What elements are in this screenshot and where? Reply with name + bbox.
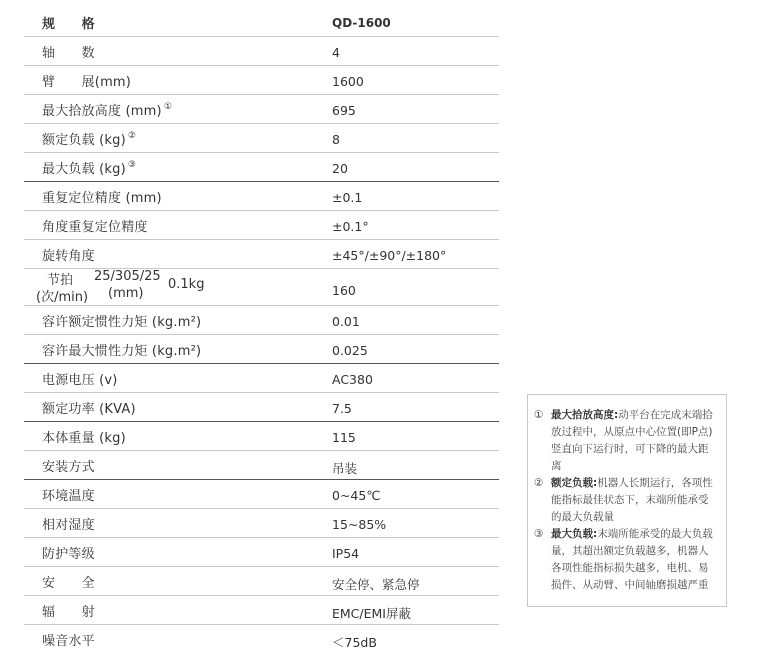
spec-label-text: 额定负载 (kg) — [42, 133, 126, 148]
footnote-num: ② — [534, 477, 544, 489]
spec-label — [42, 630, 95, 649]
spec-label — [42, 485, 95, 504]
spec-label — [42, 456, 95, 475]
spec-row — [24, 37, 499, 66]
spec-label-text: 轴 数 — [42, 46, 95, 61]
spec-row-cycle — [24, 269, 499, 306]
spec-row — [24, 153, 499, 182]
spec-label — [42, 398, 136, 417]
spec-label-text: 旋转角度 — [42, 249, 95, 264]
cycle-load: 0.1kg — [168, 277, 205, 292]
spec-label-text: 最大负载 (kg) — [42, 162, 126, 177]
footnote-num: ① — [534, 409, 544, 421]
footnote-text: 动平台在完成末端拾放过程中，从原点中心位置(即P点)竖直向下运行时，可下降的最大距离 — [551, 409, 713, 472]
notes-box — [527, 394, 727, 607]
spec-value: IP54 — [332, 546, 360, 561]
spec-value: 115 — [332, 430, 356, 445]
spec-value: ±0.1° — [332, 219, 369, 234]
cycle-value: 160 — [332, 283, 356, 298]
spec-row — [24, 182, 499, 211]
spec-row — [24, 596, 499, 625]
spec-label-text: 重复定位精度 (mm) — [42, 191, 162, 206]
footnote-marker: ① — [163, 101, 173, 112]
spec-label — [42, 340, 201, 359]
spec-label — [42, 71, 131, 90]
cycle-label-unit: (次/min) — [36, 290, 89, 305]
spec-value: ±0.1 — [332, 190, 363, 205]
spec-value: 安全停、紧急停 — [332, 577, 420, 592]
footnote-text: 末端所能承受的最大负载量，其超出额定负载越多，机器人各项性能指标损失越多，电机、易损件、从动臂、中间轴磨损越严重 — [551, 528, 713, 591]
spec-value: 4 — [332, 45, 340, 60]
spec-row — [24, 422, 499, 451]
spec-label — [42, 245, 95, 264]
spec-value: 0.01 — [332, 314, 360, 329]
spec-table — [24, 8, 499, 653]
spec-value: 0~45℃ — [332, 488, 381, 503]
footnote-title: 最大负载: — [551, 528, 598, 540]
spec-value: 695 — [332, 103, 356, 118]
spec-row — [24, 66, 499, 95]
spec-label-text: 电源电压 (v) — [42, 373, 118, 388]
spec-label-text: 臂 展(mm) — [42, 75, 132, 90]
spec-value: AC380 — [332, 372, 373, 387]
spec-row — [24, 393, 499, 422]
spec-label-text: 相对湿度 — [42, 518, 95, 533]
spec-rows-group-b — [24, 306, 499, 653]
spec-label — [42, 514, 95, 533]
spec-row — [24, 306, 499, 335]
spec-value: ＜75dB — [332, 635, 377, 650]
spec-value: 吊装 — [332, 461, 358, 476]
spec-value: ±45°/±90°/±180° — [332, 248, 447, 263]
spec-label — [42, 369, 118, 388]
spec-label-text: 本体重量 (kg) — [42, 431, 126, 446]
spec-label-text: 额定功率 (KVA) — [42, 402, 136, 417]
spec-value: 20 — [332, 161, 348, 176]
spec-label-text: 环境温度 — [42, 489, 95, 504]
spec-value: 0.025 — [332, 343, 368, 358]
spec-value: 8 — [332, 132, 340, 147]
spec-label-text: 最大拾放高度 (mm) — [42, 104, 162, 119]
cycle-distance-unit: (mm) — [108, 286, 144, 301]
footnote-marker: ② — [127, 130, 137, 141]
footnote-title: 最大拾放高度: — [551, 409, 619, 421]
cycle-label-top: 节拍 — [47, 273, 74, 288]
spec-row — [24, 567, 499, 596]
footnote-item — [534, 526, 718, 594]
spec-value: 15~85% — [332, 517, 387, 532]
spec-value: EMC/EMI屏蔽 — [332, 606, 411, 621]
spec-row — [24, 8, 499, 37]
spec-rows-group-a — [24, 8, 499, 269]
spec-label — [42, 216, 148, 235]
spec-row — [24, 364, 499, 393]
spec-label — [42, 129, 136, 148]
footnote-title: 额定负载: — [551, 477, 598, 489]
spec-label — [42, 158, 136, 177]
spec-label — [42, 311, 201, 330]
spec-label — [42, 543, 95, 562]
spec-row — [24, 95, 499, 124]
spec-row — [24, 480, 499, 509]
footnote-item — [534, 407, 718, 475]
spec-row — [24, 124, 499, 153]
spec-label — [42, 42, 95, 61]
spec-label-text: 容许额定惯性力矩 (kg.m²) — [42, 315, 202, 330]
spec-row — [24, 451, 499, 480]
spec-row — [24, 625, 499, 653]
spec-label-text: 辐 射 — [42, 605, 95, 620]
spec-label — [42, 13, 95, 32]
spec-value: 1600 — [332, 74, 364, 89]
cycle-distance: 25/305/25 — [94, 269, 161, 284]
spec-row — [24, 509, 499, 538]
spec-label — [42, 100, 172, 119]
spec-label-text: 角度重复定位精度 — [42, 220, 148, 235]
footnote-item — [534, 475, 718, 526]
spec-label-text: 规 格 — [42, 17, 95, 32]
spec-label-text: 防护等级 — [42, 547, 95, 562]
spec-value: 7.5 — [332, 401, 352, 416]
spec-label-text: 安装方式 — [42, 460, 95, 475]
spec-label-text: 安 全 — [42, 576, 95, 591]
spec-row — [24, 538, 499, 567]
footnote-text: 机器人长期运行，各项性能指标最佳状态下，末端所能承受的最大负载量 — [551, 477, 713, 523]
footnote-marker: ③ — [127, 159, 137, 170]
spec-value: QD-1600 — [332, 16, 391, 30]
spec-label — [42, 187, 162, 206]
spec-label — [42, 427, 126, 446]
spec-row — [24, 335, 499, 364]
spec-label — [42, 601, 95, 620]
spec-label-text: 噪音水平 — [42, 634, 95, 649]
spec-label-text: 容许最大惯性力矩 (kg.m²) — [42, 344, 202, 359]
footnote-num: ③ — [534, 528, 544, 540]
spec-label — [42, 572, 95, 591]
spec-row — [24, 211, 499, 240]
spec-row — [24, 240, 499, 269]
